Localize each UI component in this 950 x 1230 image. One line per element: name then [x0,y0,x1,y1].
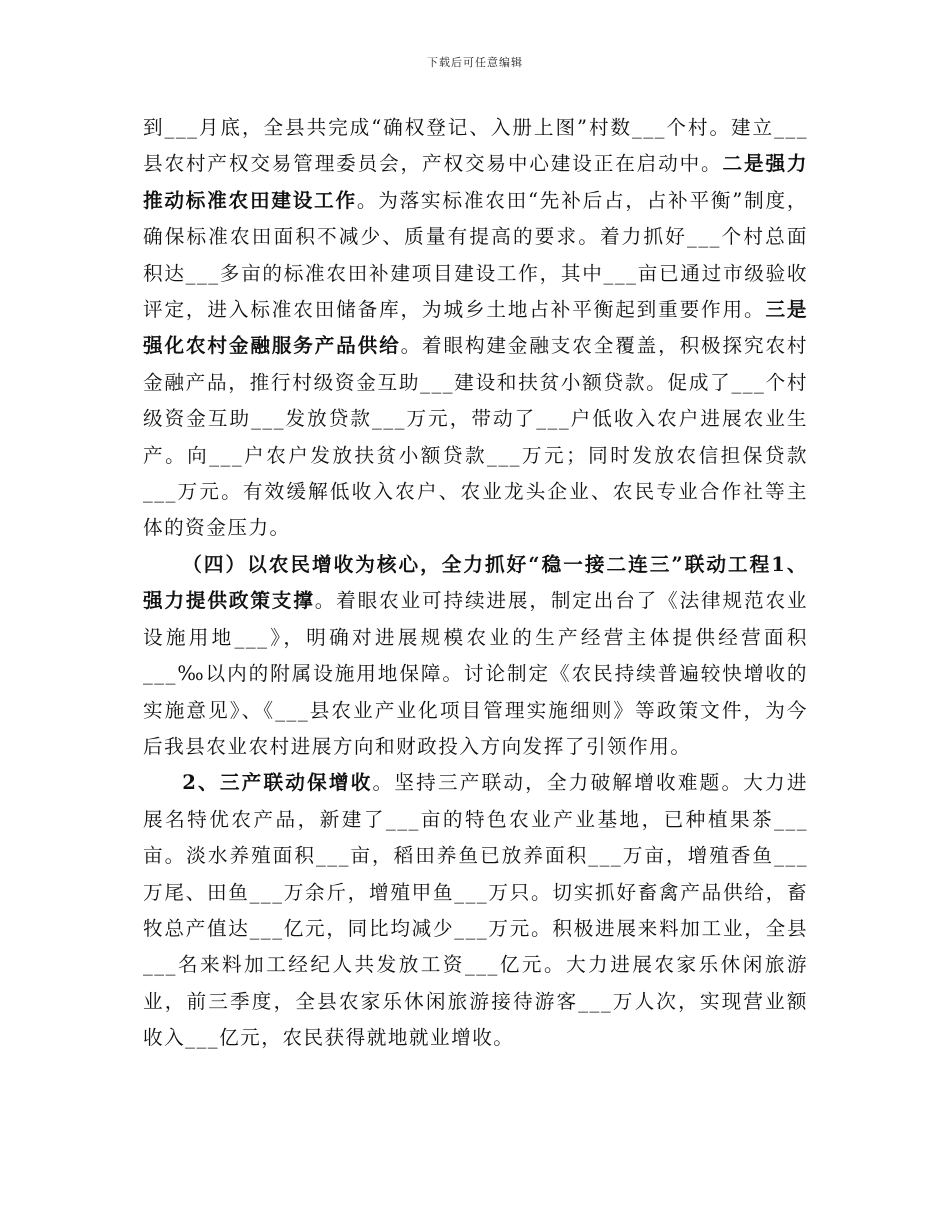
paragraph-2-run-2: 。着眼农业可持续进展，制定出台了《法律规范农业设施用地___》，明确对进展规模农业的生产经营主体提供经营面积___‰以内的附属设施用地保障。讨论制定《农民持续普遍较快增收的实施意见》、《___县农业产业化项目管理实施细则》等政策文件，为今后我县农业农村进展方向和财政投入方向发挥了引领作用。 [143,589,809,758]
document-body [143,110,808,1057]
paragraph-1-heading-2: 二是强力推动标准农田建设工作 [143,152,809,212]
paragraph-1-run-3: 。为落实标准农田“先补后占，占补平衡”制度，确保标准农田面积不减少、质量有提高的要求。着力抓好___个村总面积达___多亩的标准农田补建项目建设工作，其中___亩已通过市级验收评定，进入标准农田储备库，为城乡土地占补平衡起到重要作用。 [143,188,808,322]
paragraph-3-heading: 2、三产联动保增收 [182,771,373,795]
paragraph-3-run-2: 。坚持三产联动，全力破解增收难题。大力进展名特优农产品，新建了___亩的特色农业产业基地，已种植果茶___亩。淡水养殖面积___亩，稻田养鱼已放养面积___万亩，增殖香鱼___万尾、田鱼___万余斤，增殖甲鱼___万只。切实抓好畜禽产品供给，畜牧总产值达___亿元，同比均减少___万元。积极进展来料加工业，全县___名来料加工经纪人共发放工资___亿元。大力进展农家乐休闲旅游业，前三季度，全县农家乐休闲旅游接待游客___万人次，实现营业额收入___亿元，农民获得就地就业增收。 [143,771,808,1050]
paragraph-1-heading-3: 三是强化农村金融服务产品供给 [143,298,809,358]
paragraph-2 [143,547,808,765]
paragraph-1 [143,110,808,547]
paragraph-1-run-5: 。着眼构建金融支农全覆盖，积极探究农村金融产品，推行村级资金互助___建设和扶贫小额贷款。促成了___个村级资金互助___发放贷款___万元，带动了___户低收入农户进展农业生产。向___户农户发放扶贫小额贷款___万元；同时发放农信担保贷款___万元。有效缓解低收入农户、农业龙头企业、农民专业合作社等主体的资金压力。 [143,334,808,540]
paragraph-1-run-1: 到___月底，全县共完成“确权登记、入册上图”村数___个村。建立___县农村产权交易管理委员会，产权交易中心建设正在启动中。 [143,116,808,176]
paragraph-3 [143,765,808,1056]
page-header: 下载后可任意编辑 [427,56,523,69]
paragraph-2-heading: （四）以农民增收为核心，全力抓好“稳一接二连三”联动工程1、强力提供政策支撑 [143,552,808,613]
